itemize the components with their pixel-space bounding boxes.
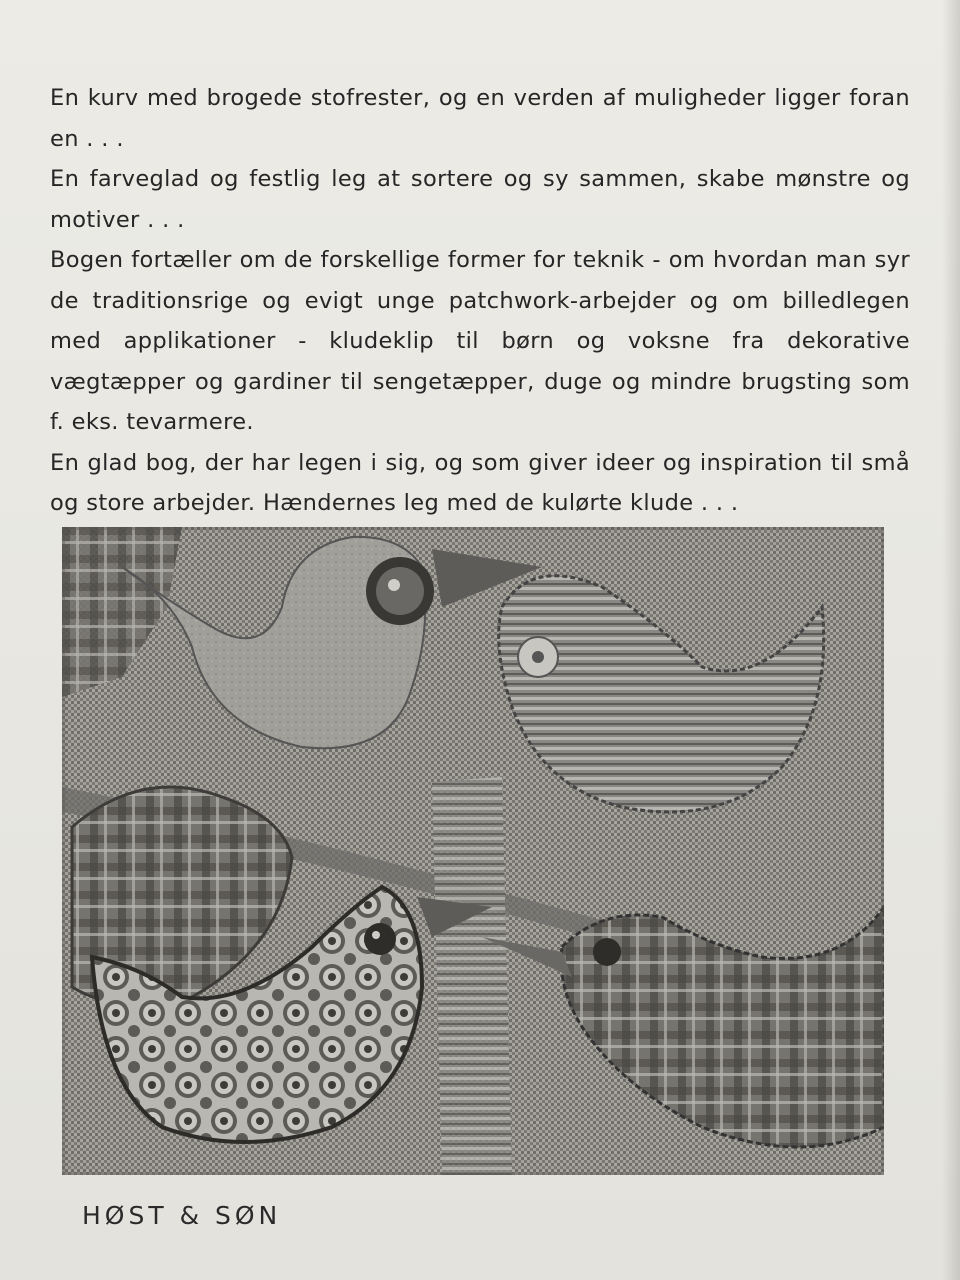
appliqued-birds-photo xyxy=(62,527,884,1175)
blurb-paragraph-1: En kurv med brogede stofrester, og en verden af muligheder ligger foran en . . . xyxy=(50,85,910,152)
blurb-paragraph-4: En glad bog, der har legen i sig, og som giver ideer og inspiration til små og store arbejder. Hændernes leg med de kulørte klude . . . xyxy=(50,449,910,516)
fabric-trunk xyxy=(432,777,512,1175)
blurb-paragraph-2: En farveglad og festlig leg at sortere og sy sammen, skabe mønstre og motiver . . . xyxy=(50,166,910,233)
page-edge-shadow xyxy=(942,0,960,1280)
blurb-text xyxy=(50,78,910,524)
publisher-name: HØST & SØN xyxy=(82,1201,282,1230)
blurb-paragraph-3: Bogen fortæller om de forskellige former for teknik - om hvordan man syr de traditionsrige og evigt unge patchwork-arbejder og om billedlegen med applikationer - kludeklip til børn og voksne fra dekorative vægtæpper og gardiner til sengetæpper, duge og mindre brugsting som f. eks. tevarmere. xyxy=(50,247,910,435)
